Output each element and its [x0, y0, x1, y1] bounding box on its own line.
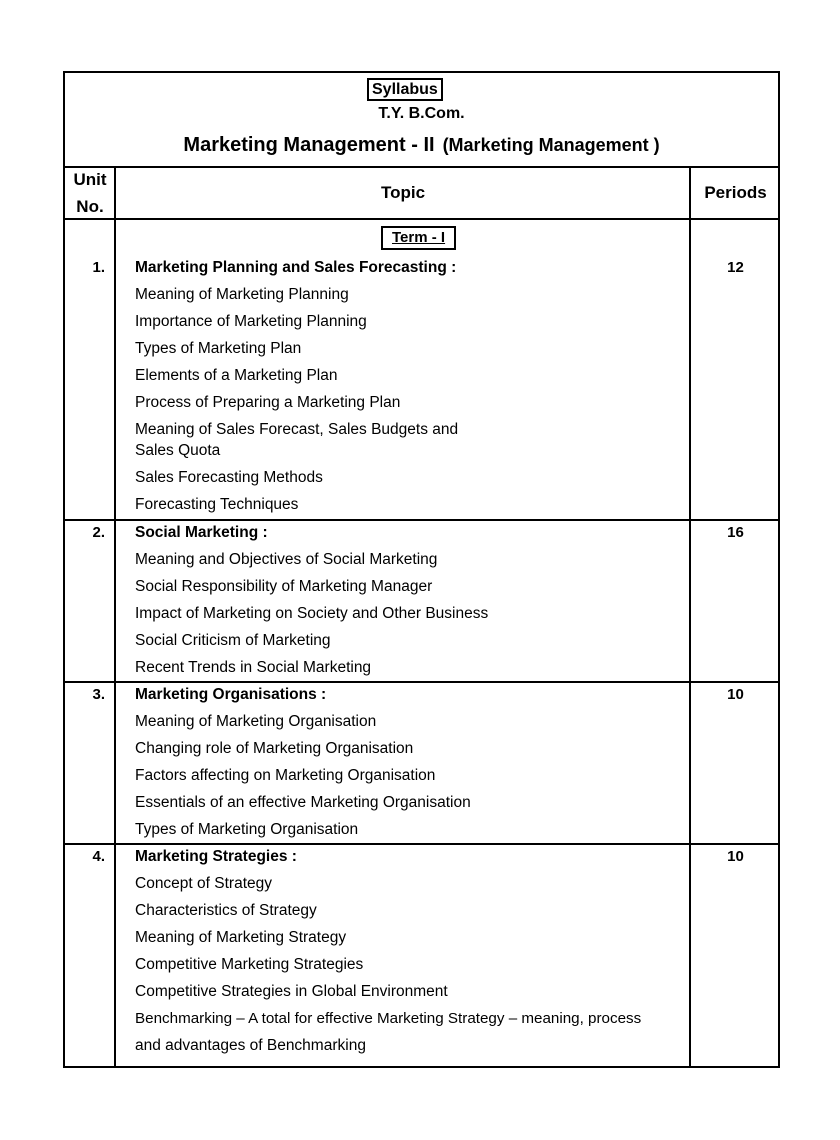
topic-item: Forecasting Techniques	[135, 496, 299, 513]
unit-number: 4.	[92, 848, 105, 865]
topic-item: Factors affecting on Marketing Organisation	[135, 767, 436, 784]
unit-title: Marketing Strategies :	[135, 848, 297, 865]
unit-row-1	[65, 254, 778, 521]
unit-row-2	[65, 519, 778, 683]
unit-title: Social Marketing :	[135, 524, 268, 541]
topic-item: Competitive Marketing Strategies	[135, 956, 364, 973]
topic-item: Meaning and Objectives of Social Marketing	[135, 551, 438, 568]
topic-item: Types of Marketing Organisation	[135, 821, 359, 838]
syllabus-label: Syllabus	[367, 78, 443, 101]
unit-header-line2: No.	[76, 197, 104, 216]
unit-row-4	[65, 843, 778, 1068]
subject-paren: (Marketing Management )	[442, 135, 660, 155]
subject-name: Marketing Management - II	[183, 134, 435, 156]
syllabus-table	[63, 71, 780, 1068]
topic-item: Impact of Marketing on Society and Other Business	[135, 605, 489, 622]
topic-list	[135, 843, 695, 1059]
topic-item: Recent Trends in Social Marketing	[135, 659, 372, 676]
topic-item: Sales Forecasting Methods	[135, 469, 323, 486]
topic-item: and advantages of Benchmarking	[135, 1037, 366, 1054]
term-label: Term - I	[381, 226, 456, 250]
unit-number: 3.	[92, 686, 105, 703]
unit-number: 1.	[92, 259, 105, 276]
topic-item: Concept of Strategy	[135, 875, 272, 892]
topic-item: Benchmarking – A total for effective Marketing Strategy – meaning, process	[135, 1010, 642, 1027]
topic-item: Changing role of Marketing Organisation	[135, 740, 414, 757]
syllabus-header	[65, 73, 778, 168]
unit-periods: 12	[727, 259, 744, 276]
topic-item: Meaning of Marketing Organisation	[135, 713, 377, 730]
unit-row-3	[65, 681, 778, 845]
topic-column-header: Topic	[116, 166, 690, 220]
periods-column-header: Periods	[691, 166, 780, 220]
unit-header-line1: Unit	[73, 170, 107, 189]
topic-item: Social Responsibility of Marketing Manager	[135, 578, 433, 595]
topic-list	[135, 254, 695, 518]
unit-column-header	[65, 166, 115, 220]
unit-periods: 10	[727, 686, 744, 703]
topic-item: Meaning of Marketing Planning	[135, 286, 349, 303]
topic-item: Competitive Strategies in Global Environment	[135, 983, 448, 1000]
unit-number: 2.	[92, 524, 105, 541]
topic-item: Essentials of an effective Marketing Organisation	[135, 794, 471, 811]
topic-item: Process of Preparing a Marketing Plan	[135, 394, 401, 411]
subject-title	[65, 132, 778, 158]
topic-list	[135, 519, 695, 681]
class-name: T.Y. B.Com.	[378, 105, 465, 122]
unit-periods: 10	[727, 848, 744, 865]
topic-item: Meaning of Marketing Strategy	[135, 929, 347, 946]
topic-list	[135, 681, 695, 843]
topic-item: Meaning of Sales Forecast, Sales Budgets and Sales Quota	[135, 421, 459, 459]
topic-item: Social Criticism of Marketing	[135, 632, 331, 649]
topic-item: Types of Marketing Plan	[135, 340, 302, 357]
unit-title: Marketing Planning and Sales Forecasting :	[135, 259, 457, 276]
topic-item: Importance of Marketing Planning	[135, 313, 367, 330]
unit-periods: 16	[727, 524, 744, 541]
topic-item: Characteristics of Strategy	[135, 902, 317, 919]
unit-title: Marketing Organisations :	[135, 686, 327, 703]
topic-item: Elements of a Marketing Plan	[135, 367, 338, 384]
